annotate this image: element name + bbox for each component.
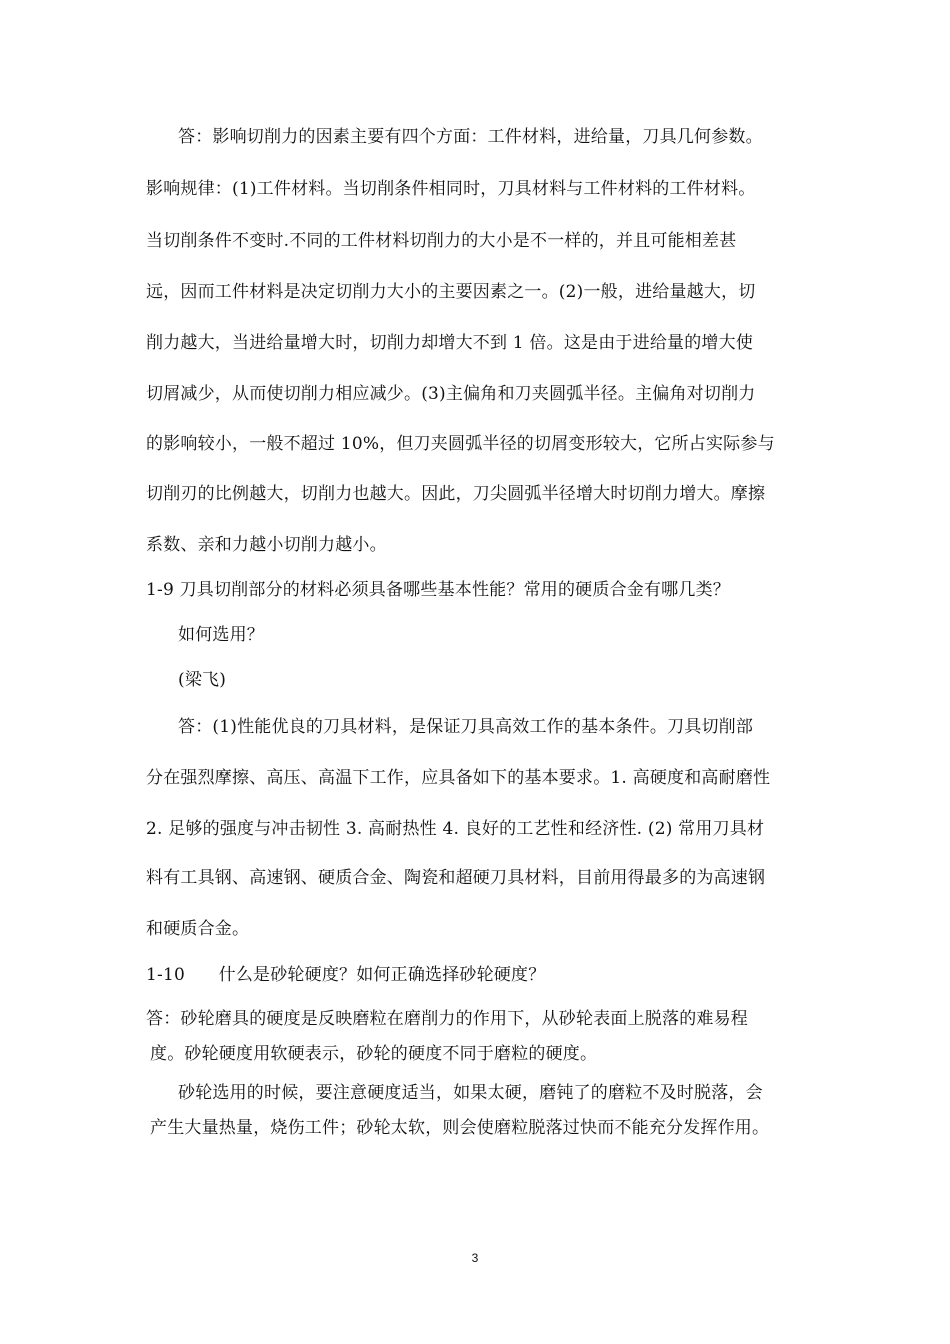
paragraph-line: 2. 足够的强度与冲击韧性 3. 高耐热性 4. 良好的工艺性和经济性. (2) 常用刀具材 (146, 819, 765, 839)
paragraph-line: 答：砂轮磨具的硬度是反映磨粒在磨削力的作用下，从砂轮表面上脱落的难易程 (146, 1009, 748, 1029)
paragraph-line: 度。砂轮硬度用软硬表示，砂轮的硬度不同于磨粒的硬度。 (150, 1044, 598, 1064)
paragraph-line: 分在强烈摩擦、高压、高温下工作，应具备如下的基本要求。1. 高硬度和高耐磨性 (146, 768, 771, 788)
paragraph-line: 削力越大，当进给量增大时，切削力却增大不到 1 倍。这是由于进给量的增大使 (146, 333, 754, 353)
paragraph-line: 当切削条件不变时.不同的工件材料切削力的大小是不一样的，并且可能相差甚 (146, 231, 737, 251)
paragraph-line: 和硬质合金。 (146, 919, 250, 939)
page-number: 3 (471, 1251, 479, 1265)
question-heading-continuation: 如何选用？ (178, 625, 264, 645)
author-note: (梁飞) (178, 670, 227, 690)
paragraph-line: 系数、亲和力越小切削力越小。 (146, 535, 387, 555)
paragraph-line: 答：影响切削力的因素主要有四个方面：工件材料，进给量，刀具几何参数。 (178, 127, 763, 147)
paragraph-line: 的影响较小，一般不超过 10%，但刀夹圆弧半径的切屑变形较大，它所占实际参与 (146, 434, 775, 454)
paragraph-line: 砂轮选用的时候，要注意硬度适当，如果太硬，磨钝了的磨粒不及时脱落，会 (178, 1083, 763, 1103)
paragraph-line: 远，因而工件材料是决定切削力大小的主要因素之一。(2)一般，进给量越大，切 (146, 282, 756, 302)
question-heading: 1-9 刀具切削部分的材料必须具备哪些基本性能？常用的硬质合金有哪几类？ (146, 580, 730, 600)
paragraph-line: 料有工具钢、高速钢、硬质合金、陶瓷和超硬刀具材料，目前用得最多的为高速钢 (146, 868, 766, 888)
paragraph-line: 产生大量热量，烧伤工件；砂轮太软，则会使磨粒脱落过快而不能充分发挥作用。 (150, 1118, 770, 1138)
paragraph-line: 切削刃的比例越大，切削力也越大。因此，刀尖圆弧半径增大时切削力增大。摩擦 (146, 484, 766, 504)
paragraph-line: 切屑减少，从而使切削力相应减少。(3)主偏角和刀夹圆弧半径。主偏角对切削力 (146, 384, 756, 404)
paragraph-line: 答：(1)性能优良的刀具材料，是保证刀具高效工作的基本条件。刀具切削部 (178, 717, 754, 737)
paragraph-line: 影响规律：(1)工件材料。当切削条件相同时，刀具材料与工件材料的工件材料。 (146, 179, 756, 199)
question-heading: 1-10 什么是砂轮硬度？如何正确选择砂轮硬度？ (146, 965, 546, 985)
